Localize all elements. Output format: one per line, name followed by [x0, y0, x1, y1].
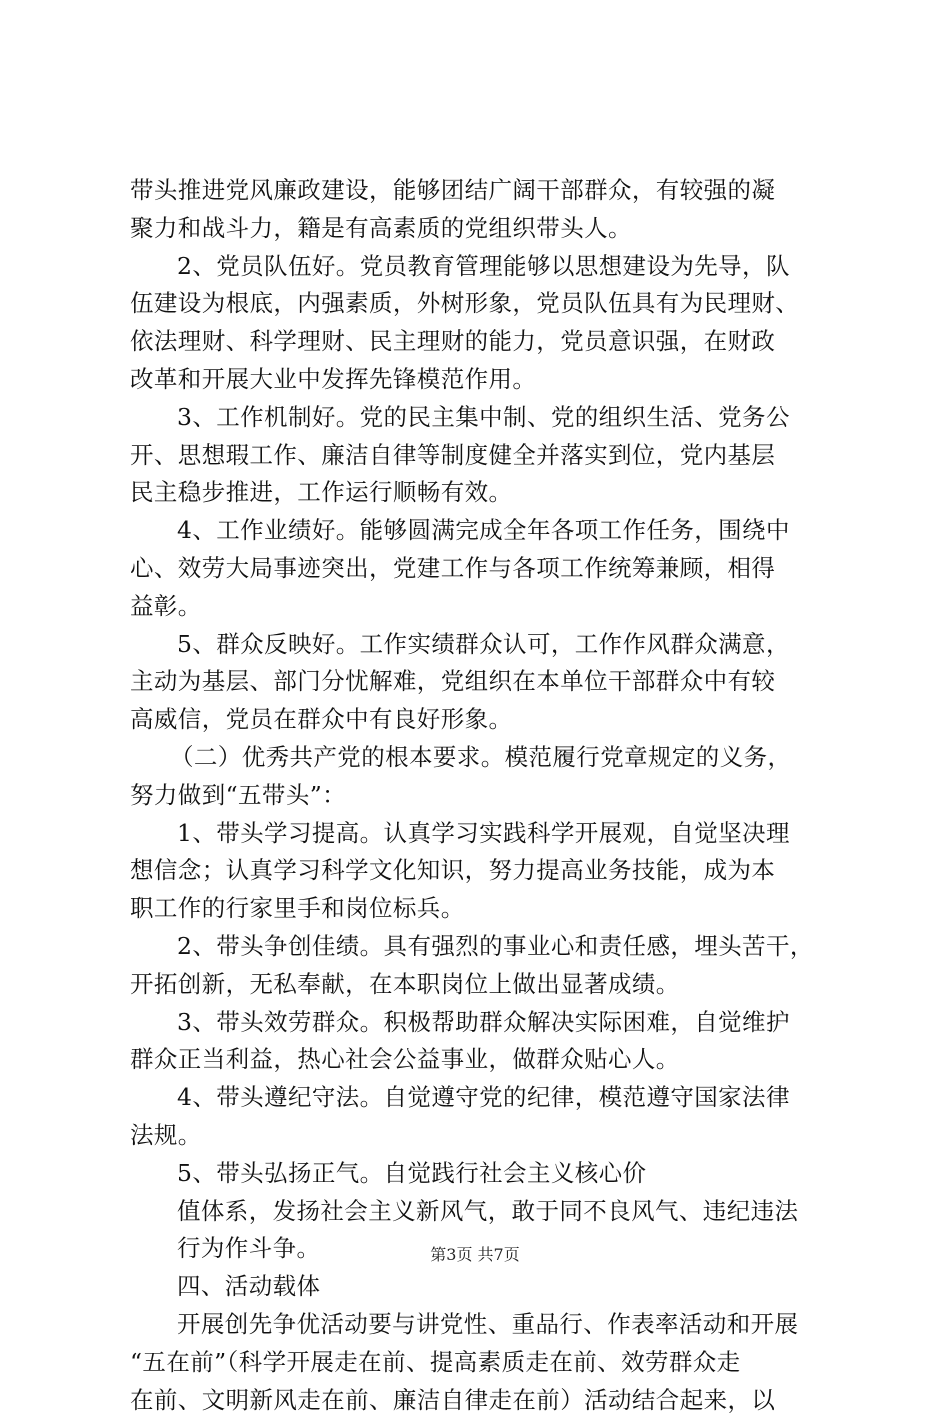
text-line: 聚力和战斗力，籍是有高素质的党组织带头人。: [130, 210, 830, 248]
text-line: 4、带头遵纪守法。自觉遵守党的纪律，模范遵守国家法律: [130, 1079, 830, 1117]
text-line: 主动为基层、部门分忧解难，党组织在本单位干部群众中有较: [130, 663, 830, 701]
text-line: 职工作的行家里手和岗位标兵。: [130, 890, 830, 928]
text-line: 2、带头争创佳绩。具有强烈的事业心和责任感，埋头苦干，: [130, 928, 830, 966]
text-line: 想信念；认真学习科学文化知识，努力提高业务技能，成为本: [130, 852, 830, 890]
text-line: 带头推进党风廉政建设，能够团结广阔干部群众，有较强的凝: [130, 172, 830, 210]
text-line: 法规。: [130, 1117, 830, 1155]
text-line: 5、带头弘扬正气。自觉践行社会主义核心价: [130, 1155, 830, 1193]
text-line: 在前、文明新风走在前、廉洁自律走在前）活动结合起来，以: [130, 1382, 830, 1419]
text-line: 开展创先争优活动要与讲党性、重品行、作表率活动和开展: [130, 1306, 830, 1344]
body-text: [130, 172, 830, 1419]
text-line: 值体系，发扬社会主义新风气，敢于同不良风气、违纪违法: [130, 1193, 830, 1231]
text-line: 改革和开展大业中发挥先锋模范作用。: [130, 361, 830, 399]
section-heading: 四、活动载体: [130, 1268, 830, 1306]
text-line: 行为作斗争。: [130, 1230, 830, 1268]
page-number-footer: 第3页 共7页: [0, 1244, 950, 1266]
text-line: 伍建设为根底，内强素质，外树形象，党员队伍具有为民理财、: [130, 285, 830, 323]
text-line: 3、带头效劳群众。积极帮助群众解决实际困难，自觉维护: [130, 1004, 830, 1042]
text-line: 4、工作业绩好。能够圆满完成全年各项工作任务，围绕中: [130, 512, 830, 550]
text-line: 努力做到“五带头”：: [130, 777, 830, 815]
text-line: 开拓创新，无私奉献，在本职岗位上做出显著成绩。: [130, 966, 830, 1004]
text-line: 民主稳步推进，工作运行顺畅有效。: [130, 474, 830, 512]
text-line: “五在前”（科学开展走在前、提高素质走在前、效劳群众走: [130, 1344, 830, 1382]
text-line: 3、工作机制好。党的民主集中制、党的组织生活、党务公: [130, 399, 830, 437]
text-line: 群众正当利益，热心社会公益事业，做群众贴心人。: [130, 1041, 830, 1079]
text-line: 依法理财、科学理财、民主理财的能力，党员意识强，在财政: [130, 323, 830, 361]
text-line: 开、思想瑕工作、廉洁自律等制度健全并落实到位，党内基层: [130, 437, 830, 475]
text-line: 2、党员队伍好。党员教育管理能够以思想建设为先导，队: [130, 248, 830, 286]
text-line: （二）优秀共产党的根本要求。模范履行党章规定的义务，: [130, 739, 830, 777]
text-line: 5、群众反映好。工作实绩群众认可，工作作风群众满意，: [130, 626, 830, 664]
text-line: 心、效劳大局事迹突出，党建工作与各项工作统筹兼顾，相得: [130, 550, 830, 588]
text-line: 1、带头学习提高。认真学习实践科学开展观，自觉坚决理: [130, 815, 830, 853]
text-line: 高威信，党员在群众中有良好形象。: [130, 701, 830, 739]
text-line: 益彰。: [130, 588, 830, 626]
